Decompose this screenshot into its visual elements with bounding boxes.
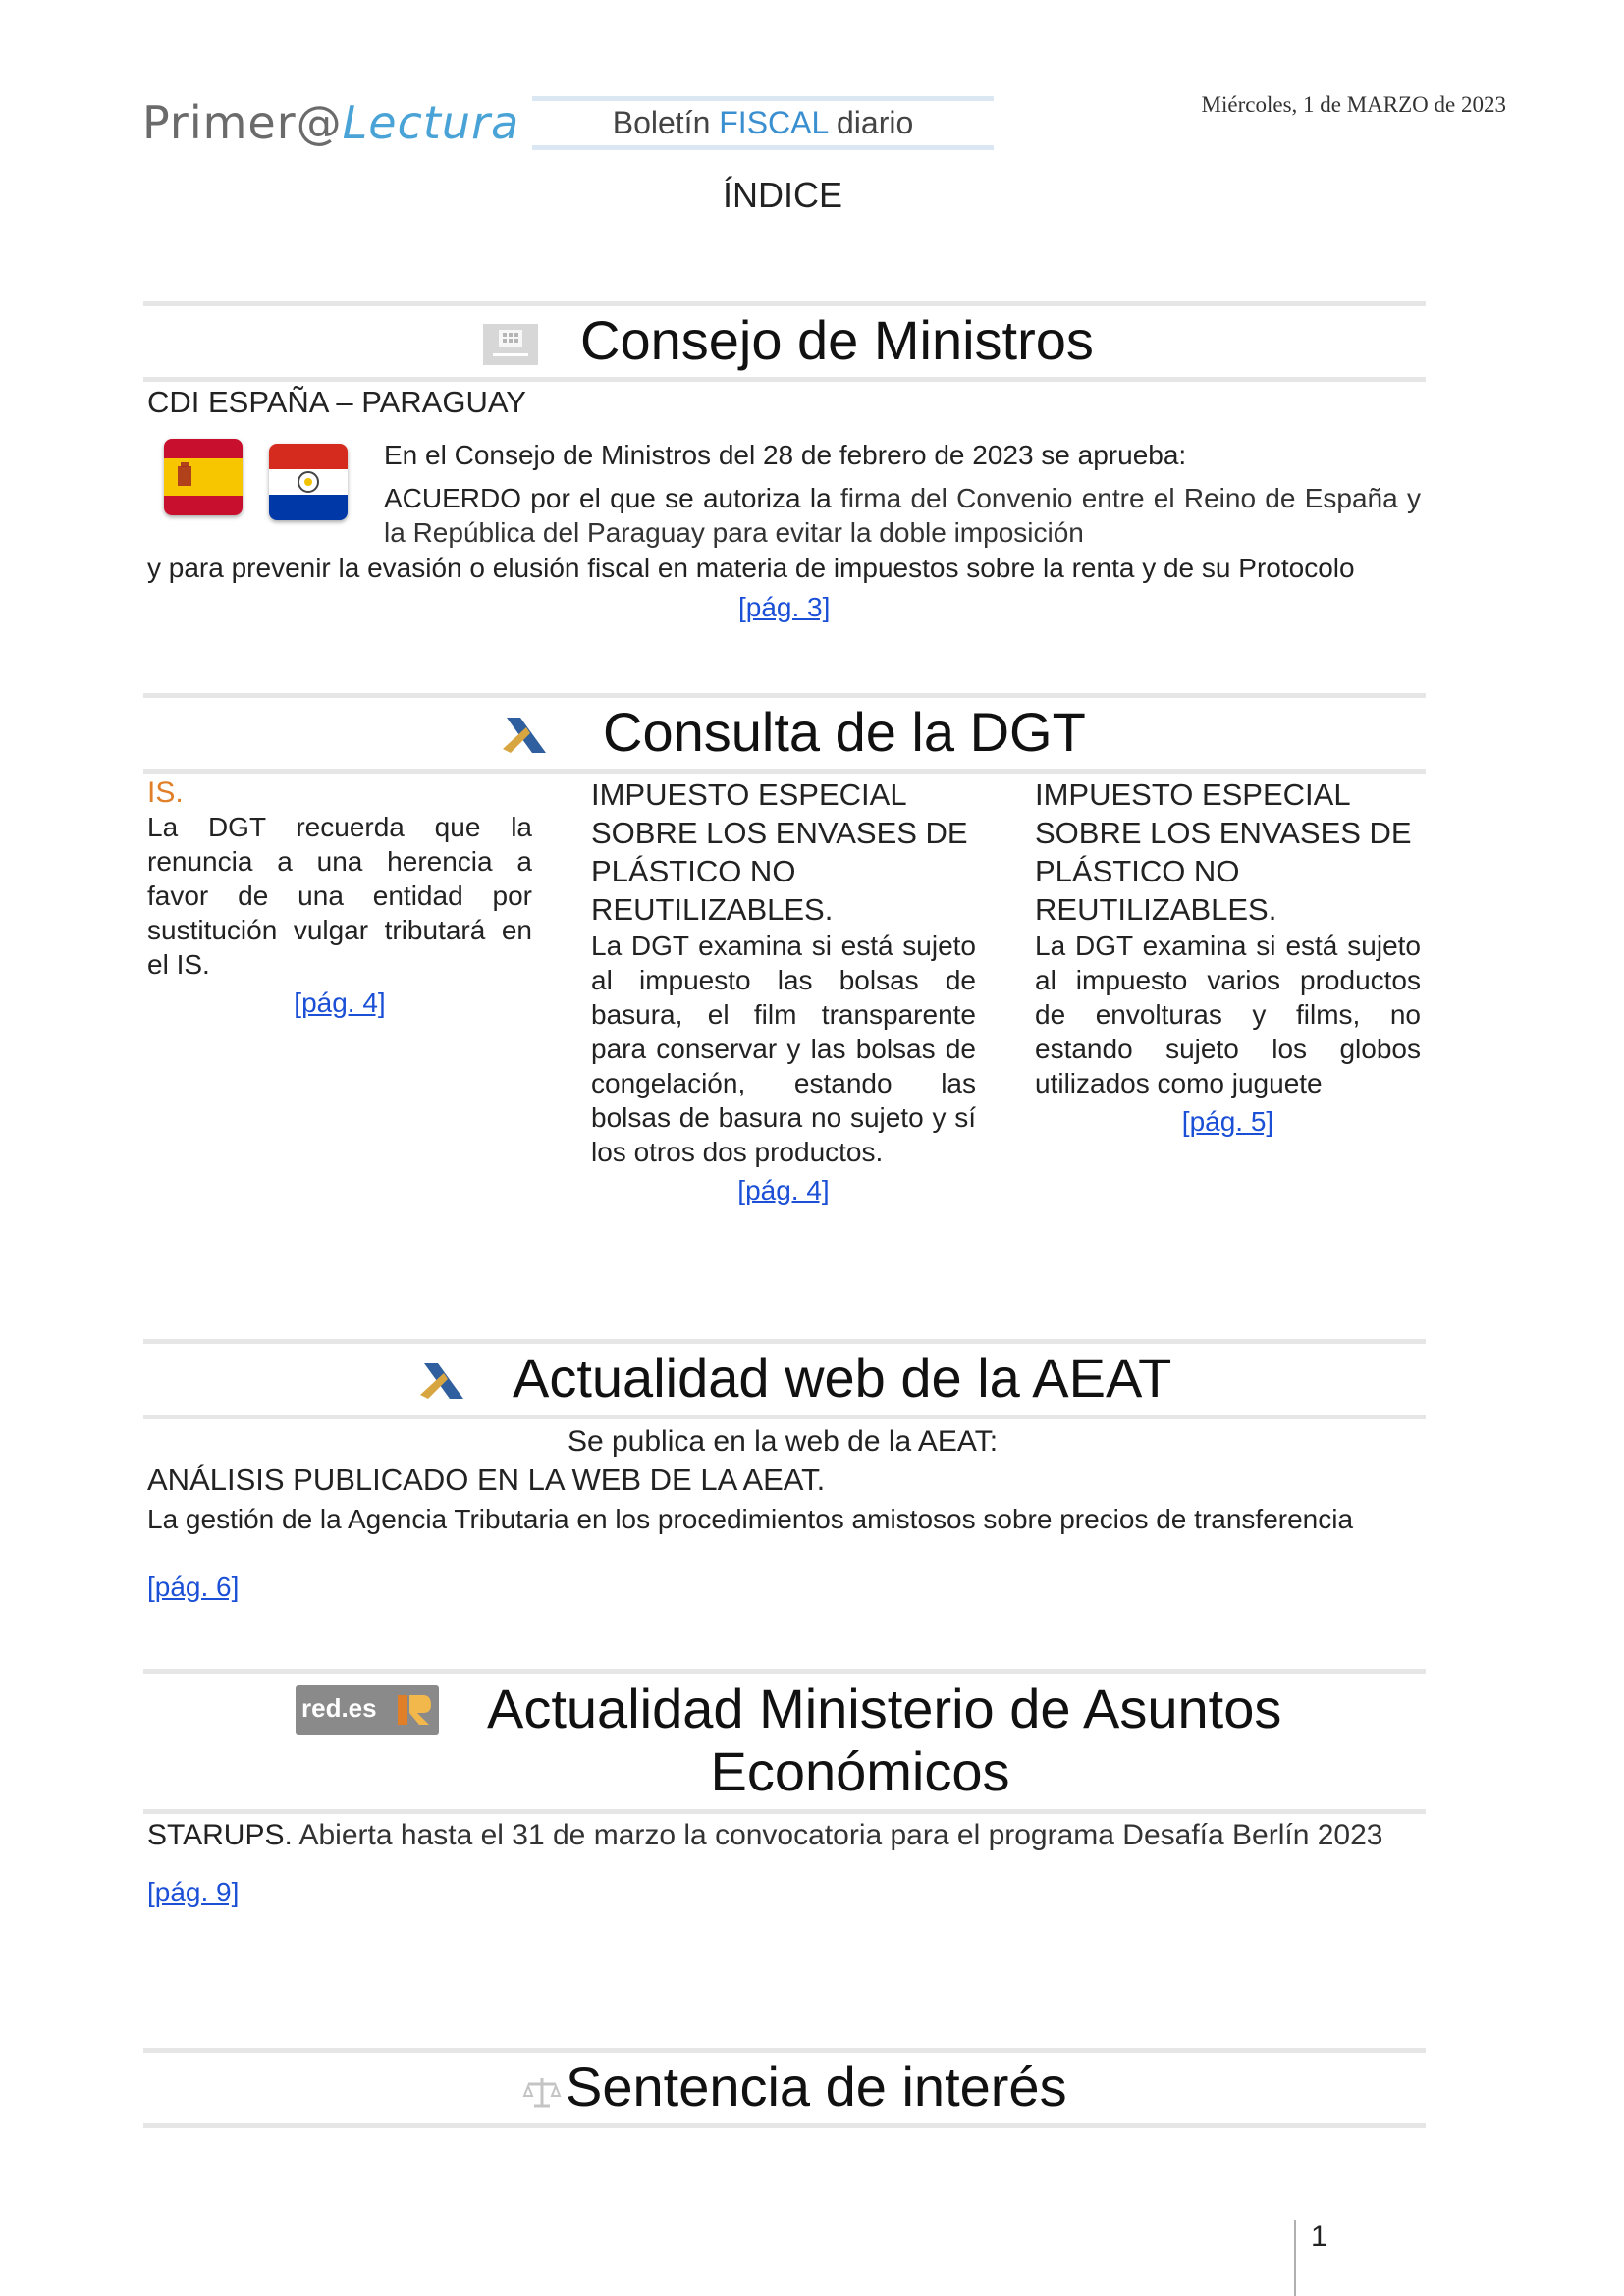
economicos-title-line1: Actualidad Ministerio de Asuntos	[487, 1678, 1282, 1739]
economicos-body: Abierta hasta el 31 de marzo la convocatoria para el programa Desafía Berlín 2023	[292, 1819, 1383, 1851]
consejo-acuerdo-part2: y para prevenir la evasión o elusión fiscal en materia de impuestos sobre la renta y de su Protocolo	[147, 553, 1355, 583]
paraguay-flag-icon	[269, 444, 348, 520]
bulletin-fiscal: FISCAL	[719, 105, 829, 140]
dgt-col3	[1035, 775, 1421, 1139]
dgt-col3-link[interactable]: [pág. 5]	[1181, 1106, 1274, 1137]
red-es-mark-icon	[394, 1689, 435, 1731]
bulletin-title	[532, 96, 994, 150]
dgt-col1	[147, 775, 532, 1020]
dgt-col2-link[interactable]: [pág. 4]	[737, 1175, 830, 1205]
aeat-logo-icon	[501, 714, 552, 757]
index-title: ÍNDICE	[722, 175, 842, 215]
aeat-logo-icon	[418, 1360, 469, 1403]
section-economicos-title	[487, 1678, 1282, 1803]
aeat-page-link[interactable]: [pág. 6]	[147, 1572, 240, 1602]
economicos-text	[147, 1818, 1421, 1853]
consejo-page-link[interactable]: [pág. 3]	[738, 592, 831, 622]
section-aeat-header	[143, 1339, 1426, 1419]
page-number-divider	[1294, 2220, 1296, 2296]
dgt-col2-heading: IMPUESTO ESPECIAL SOBRE LOS ENVASES DE PLÁSTICO NO REUTILIZABLES.	[591, 777, 968, 927]
bulletin-pre: Boletín	[612, 105, 720, 140]
brand-logo	[142, 96, 519, 149]
dgt-col2-text: La DGT examina si está sujeto al impuesto las bolsas de basura, el film transparente para conservar y las bolsas de congelación, estando las bolsas de basura no sujeto y sí los otros dos productos.	[591, 931, 976, 1167]
red-es-logo	[296, 1685, 439, 1735]
dgt-col2	[591, 775, 976, 1207]
moncloa-icon	[483, 324, 538, 365]
page-number: 1	[1311, 2220, 1327, 2253]
acuerdo-a: ACUERDO por el que se autoriza la	[384, 483, 832, 513]
cdi-subtitle: CDI ESPAÑA – PARAGUAY	[147, 385, 526, 419]
dgt-col1-text: La DGT recuerda que la renuncia a una herencia a favor de una entidad por sustitución vulgar tributará en el IS.	[147, 812, 532, 980]
logo-part2: Lectura	[342, 96, 520, 149]
section-consejo-header	[143, 301, 1426, 382]
dgt-col1-heading: IS.	[147, 776, 184, 809]
acuerdo-b: firma del Convenio entre el Reino de España y la República del Paraguay para evitar la doble imposición	[384, 483, 1421, 548]
section-dgt-title: Consulta de la DGT	[603, 701, 1086, 763]
aeat-lead: Se publica en la web de la AEAT:	[567, 1425, 999, 1458]
aeat-heading: ANÁLISIS PUBLICADO EN LA WEB DE LA AEAT.	[147, 1463, 826, 1497]
aeat-text: La gestión de la Agencia Tributaria en los procedimientos amistosos sobre precios de transferencia	[147, 1504, 1354, 1534]
dgt-col3-heading: IMPUESTO ESPECIAL SOBRE LOS ENVASES DE PLÁSTICO NO REUTILIZABLES.	[1035, 777, 1412, 927]
consejo-acuerdo-part1	[384, 481, 1421, 550]
section-dgt-header	[143, 693, 1426, 774]
scales-icon	[522, 2074, 562, 2109]
section-sentencia-title: Sentencia de interés	[566, 2056, 1067, 2117]
logo-part1: Primer@	[142, 96, 343, 149]
consejo-lead: En el Consejo de Ministros del 28 de febrero de 2023 se aprueba:	[384, 440, 1187, 470]
red-es-logo-text: red.es	[301, 1693, 377, 1723]
section-consejo-title: Consejo de Ministros	[580, 309, 1094, 371]
dgt-col1-link[interactable]: [pág. 4]	[294, 988, 386, 1018]
economicos-title-line2: Económicos	[710, 1740, 1010, 1802]
section-economicos-header	[143, 1669, 1426, 1814]
section-aeat-title: Actualidad web de la AEAT	[513, 1347, 1172, 1409]
issue-date: Miércoles, 1 de MARZO de 2023	[1201, 92, 1506, 117]
spain-flag-icon	[164, 439, 243, 515]
economicos-page-link[interactable]: [pág. 9]	[147, 1877, 240, 1907]
dgt-col3-text: La DGT examina si está sujeto al impuesto varios productos de envolturas y films, no estando sujeto los globos utilizados como juguete	[1035, 931, 1421, 1098]
economicos-label: STARUPS.	[147, 1819, 293, 1851]
section-sentencia-header	[143, 2048, 1426, 2128]
bulletin-post: diario	[828, 105, 914, 140]
